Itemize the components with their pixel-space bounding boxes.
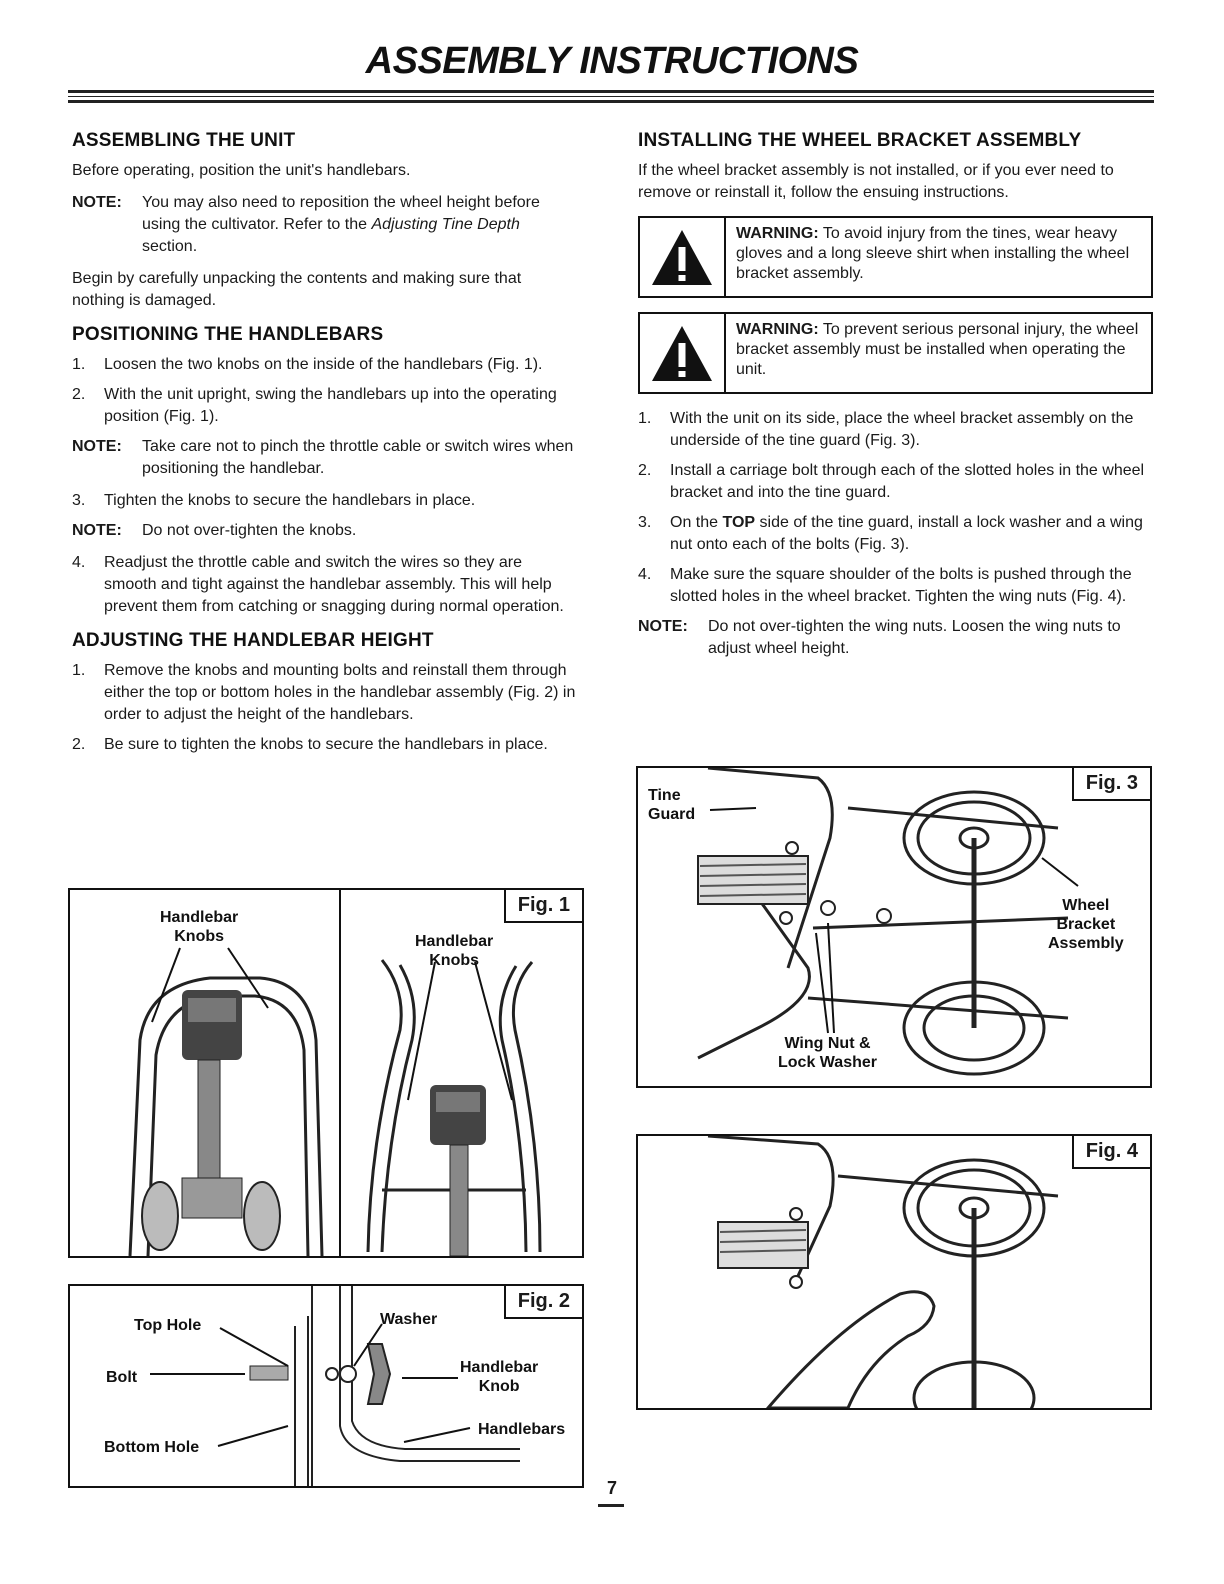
- note: [72, 436, 577, 480]
- list-item: [638, 408, 1153, 452]
- step-number: 4.: [638, 566, 652, 583]
- page-number: 7: [606, 1478, 617, 1498]
- right-column: [638, 130, 1153, 670]
- step-text: Loosen the two knobs on the inside of the handlebars (Fig. 1).: [104, 356, 543, 373]
- figure-1-illustration: [70, 890, 582, 1256]
- section-heading: ADJUSTING THE HANDLEBAR HEIGHT: [72, 630, 434, 651]
- step-text: With the unit upright, swing the handlebars up into the operating position (Fig. 1).: [104, 386, 557, 425]
- step-text: [670, 512, 1153, 556]
- section-adjusting-height: [72, 630, 577, 756]
- note-label: NOTE:: [72, 438, 122, 455]
- callout-handlebar-knob: Handlebar Knob: [460, 1359, 539, 1395]
- step-text: Tighten the knobs to secure the handlebars in place.: [104, 492, 476, 509]
- callout-bottom-hole: Bottom Hole: [104, 1439, 200, 1456]
- step-text: With the unit on its side, place the wheel bracket assembly on the underside of the tine guard (Fig. 3).: [670, 410, 1134, 449]
- callout-wing-nut-lock-washer: Wing Nut & Lock Washer: [778, 1035, 877, 1071]
- step-number: 1.: [72, 356, 86, 373]
- list-item: [72, 490, 577, 512]
- step-text: Install a carriage bolt through each of the slotted holes in the wheel bracket and into the tine guard.: [670, 462, 1145, 501]
- warning-box: [638, 312, 1153, 394]
- note-text: [142, 192, 577, 258]
- note-text-part: You may also need to reposition the wheel height before using the cultivator. Refer to the: [142, 194, 540, 233]
- figure-2-label: Fig. 2: [504, 1286, 582, 1319]
- paragraph: Before operating, position the unit's handlebars.: [72, 162, 411, 179]
- list-item: [72, 552, 577, 618]
- left-column: [72, 130, 577, 764]
- section-heading: ASSEMBLING THE UNIT: [72, 130, 296, 151]
- figure-3: [636, 766, 1152, 1088]
- section-assembling-unit: [72, 130, 577, 312]
- step-text: Remove the knobs and mounting bolts and reinstall them through either the top or bottom holes in the handlebar assembly (Fig. 2) in order to adjust the height of the handlebars.: [104, 662, 576, 723]
- step-text-part: side of the tine guard, install a lock washer and a wing nut onto each of the bolts (Fig. 3).: [670, 514, 1143, 553]
- note: [72, 520, 577, 542]
- figure-4-illustration: [638, 1136, 1150, 1408]
- step-number: 4.: [72, 554, 86, 571]
- step-text: Readjust the throttle cable and switch the wires so they are smooth and tight against the handlebar assembly. This will help prevent them from catching or snagging during normal operation.: [104, 554, 564, 615]
- note-text: Take care not to pinch the throttle cable or switch wires when positioning the handlebar.: [142, 438, 574, 477]
- callout-washer: Washer: [380, 1311, 438, 1328]
- section-positioning-handlebars: [72, 324, 577, 618]
- note: [72, 192, 577, 258]
- paragraph: Begin by carefully unpacking the contents and making sure that nothing is damaged.: [72, 270, 522, 309]
- callout-handlebars: Handlebars: [478, 1421, 566, 1438]
- list-item: [638, 512, 1153, 556]
- step-number: 2.: [638, 462, 652, 479]
- warning-triangle-icon: [640, 218, 726, 296]
- callout-bolt: Bolt: [106, 1369, 138, 1386]
- figure-4: [636, 1134, 1152, 1410]
- step-number: 2.: [72, 736, 86, 753]
- figure-1-label: Fig. 1: [504, 890, 582, 923]
- callout-handlebar-knobs-left: Handlebar Knobs: [160, 909, 239, 945]
- section-heading: POSITIONING THE HANDLEBARS: [72, 324, 384, 345]
- warning-label: WARNING:: [736, 225, 819, 242]
- step-number: 3.: [72, 492, 86, 509]
- step-text-part: On the: [670, 514, 723, 531]
- list-item: [72, 384, 577, 428]
- callout-top-hole: Top Hole: [134, 1317, 202, 1334]
- note-label: NOTE:: [72, 522, 122, 539]
- list-item: [638, 460, 1153, 504]
- warning-body: To avoid injury from the tines, wear heavy gloves and a long sleeve shirt when installing the wheel bracket assembly.: [736, 225, 1130, 282]
- list-item: [72, 354, 577, 376]
- figure-2: [68, 1284, 584, 1488]
- note-text-part: section.: [142, 238, 198, 255]
- callout-handlebar-knobs-right: Handlebar Knobs: [415, 933, 494, 969]
- warning-triangle-icon: [640, 314, 726, 392]
- header-rule-bottom: [68, 100, 1154, 103]
- warning-box: [638, 216, 1153, 298]
- step-number: 1.: [72, 662, 86, 679]
- list-item: [72, 734, 577, 756]
- step-text: Make sure the square shoulder of the bolts is pushed through the slotted holes in the wheel bracket. Tighten the wing nuts (Fig. 4).: [670, 566, 1132, 605]
- warning-text: [726, 218, 1151, 296]
- step-number: 1.: [638, 410, 652, 427]
- list-item: [638, 564, 1153, 608]
- page-title: ASSEMBLY INSTRUCTIONS: [365, 40, 859, 82]
- figure-1: [68, 888, 584, 1258]
- step-text: Be sure to tighten the knobs to secure the handlebars in place.: [104, 736, 548, 753]
- note-text: Do not over-tighten the knobs.: [142, 522, 357, 539]
- header-rule: [68, 90, 1154, 93]
- callout-wheel-bracket-assembly: Wheel Bracket Assembly: [1048, 897, 1124, 952]
- note-text: Do not over-tighten the wing nuts. Loosen the wing nuts to adjust wheel height.: [708, 618, 1121, 657]
- note-label: NOTE:: [72, 194, 122, 211]
- page-number-rule: [598, 1504, 624, 1507]
- figure-3-label: Fig. 3: [1072, 768, 1150, 801]
- paragraph: If the wheel bracket assembly is not installed, or if you ever need to remove or reinstall it, follow the ensuing instructions.: [638, 162, 1114, 201]
- section-heading: INSTALLING THE WHEEL BRACKET ASSEMBLY: [638, 130, 1082, 151]
- note-label: NOTE:: [638, 618, 688, 635]
- warning-label: WARNING:: [736, 321, 819, 338]
- step-number: 3.: [638, 514, 652, 531]
- callout-tine-guard: Tine Guard: [648, 787, 696, 823]
- emphasis: TOP: [722, 514, 756, 531]
- warning-text: [726, 314, 1151, 392]
- header-rule-thin: [68, 96, 1154, 97]
- step-number: 2.: [72, 386, 86, 403]
- warning-body: To prevent serious personal injury, the wheel bracket assembly must be installed when operating the unit.: [736, 321, 1139, 378]
- figure-4-label: Fig. 4: [1072, 1136, 1150, 1169]
- list-item: [72, 660, 577, 726]
- section-reference: Adjusting Tine Depth: [371, 216, 520, 233]
- note: [638, 616, 1153, 660]
